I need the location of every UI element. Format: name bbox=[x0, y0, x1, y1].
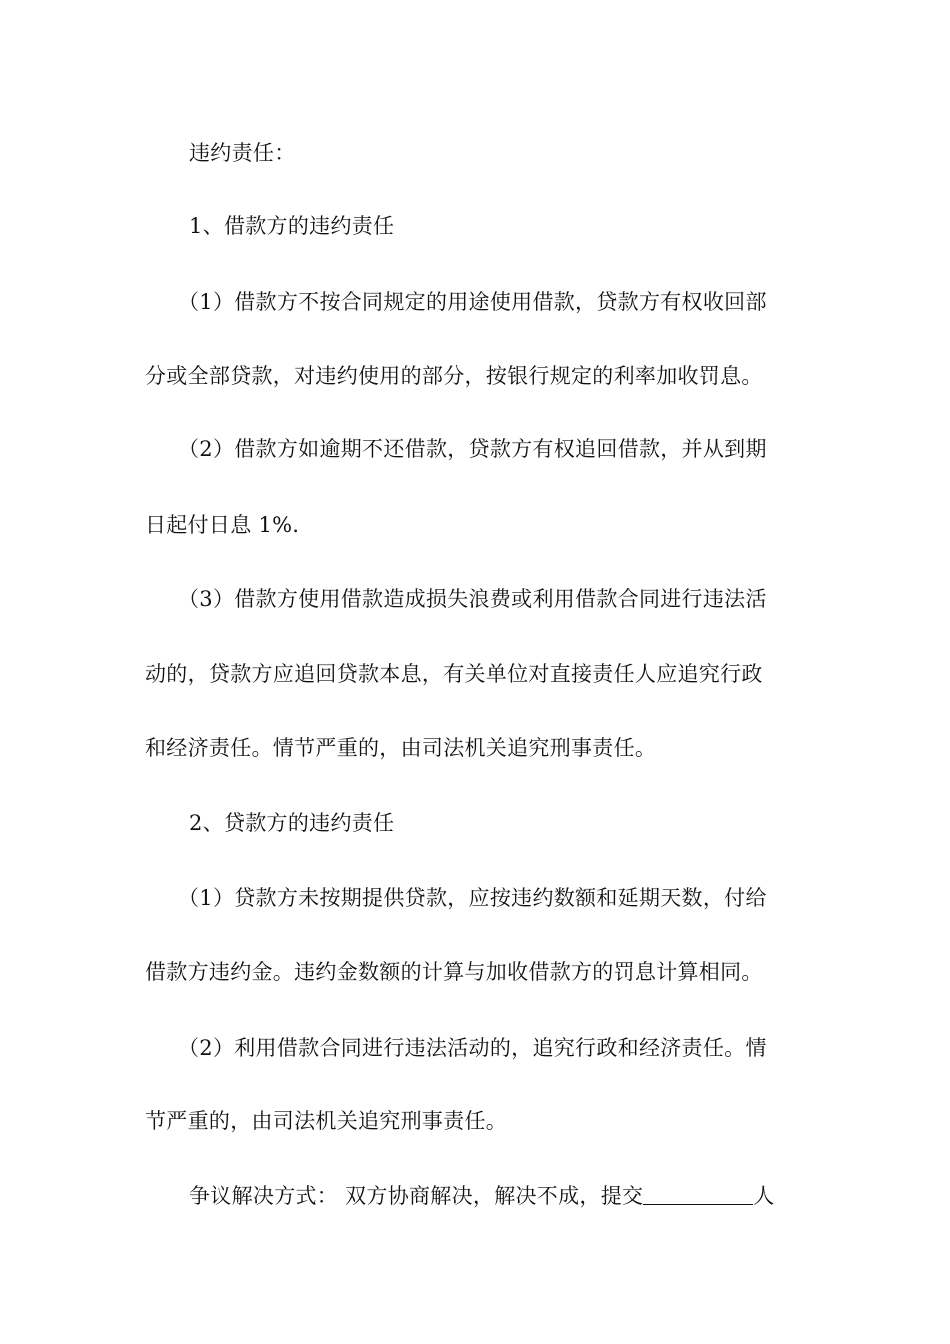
section-2-title: 2、贷款方的违约责任 bbox=[189, 811, 395, 835]
paragraph-line: 节严重的，由司法机关追究刑事责任。 bbox=[145, 1109, 508, 1133]
paragraph-line: （2）利用借款合同进行违法活动的，追究行政和经济责任。情 bbox=[178, 1036, 767, 1060]
paragraph-line: （2）借款方如逾期不还借款，贷款方有权追回借款，并从到期 bbox=[178, 437, 767, 461]
paragraph-line: （1）借款方不按合同规定的用途使用借款，贷款方有权收回部 bbox=[178, 290, 767, 314]
paragraph-line: （1）贷款方未按期提供贷款，应按违约数额和延期天数，付给 bbox=[178, 886, 767, 910]
dispute-tail: 人 bbox=[753, 1184, 775, 1208]
paragraph-line: 借款方违约金。违约金数额的计算与加收借款方的罚息计算相同。 bbox=[145, 960, 763, 984]
section-1-title: 1、借款方的违约责任 bbox=[189, 214, 395, 238]
paragraph-line: 和经济责任。情节严重的，由司法机关追究刑事责任。 bbox=[145, 736, 657, 760]
dispute-label: 争议解决方式： bbox=[189, 1184, 339, 1208]
dispute-resolution-line bbox=[189, 1181, 849, 1211]
dispute-text: 双方协商解决，解决不成，提交 bbox=[345, 1184, 644, 1208]
paragraph-line: 日起付日息 1%． bbox=[145, 513, 314, 537]
paragraph-line: 分或全部贷款，对违约使用的部分，按银行规定的利率加收罚息。 bbox=[145, 364, 763, 388]
section-heading: 违约责任： bbox=[189, 141, 296, 165]
paragraph-line: 动的，贷款方应追回贷款本息，有关单位对直接责任人应追究行政 bbox=[145, 662, 763, 686]
fill-in-blank bbox=[643, 1182, 753, 1205]
paragraph-line: （3）借款方使用借款造成损失浪费或利用借款合同进行违法活 bbox=[178, 587, 767, 611]
